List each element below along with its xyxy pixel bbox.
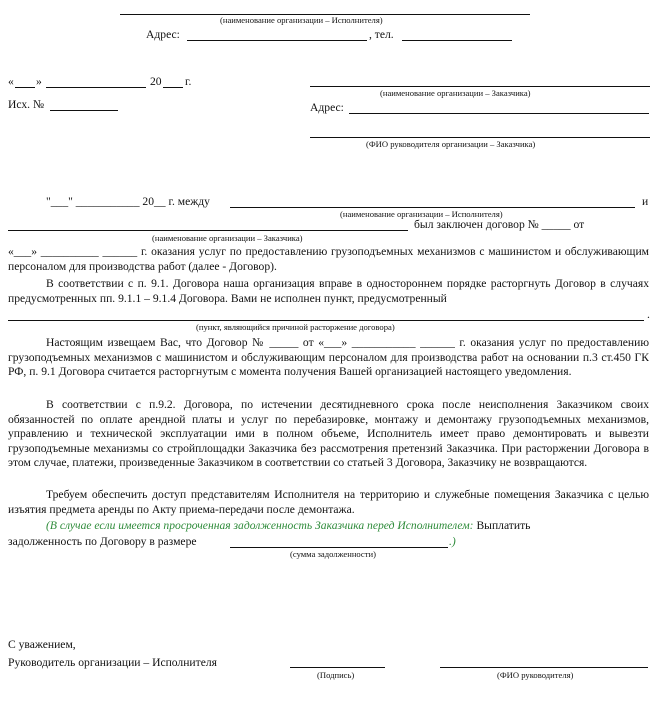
debt-amount-label: задолженность по Договору в размере — [8, 535, 197, 548]
debt-close: .) — [449, 535, 456, 548]
contract-paragraph-5: Требуем обеспечить доступ представителям Исполнителя на территорию и служебные помещения Заказчика с целью изъятия предмета аренды по Акту приема-передачи после демонтажа. — [8, 488, 649, 516]
debt-pay-word: Выплатить — [476, 519, 531, 532]
debt-amount-caption: (сумма задолженности) — [290, 549, 376, 559]
debt-paragraph-line1 — [46, 519, 649, 533]
debt-condition-note: (В случае если имеется просроченная задолженность Заказчика перед Исполнителем: — [46, 519, 474, 532]
executor-address-label: Адрес: — [146, 28, 180, 41]
customer-name-caption: (наименование организации – Заказчика) — [380, 88, 531, 98]
date-day-line — [15, 87, 35, 88]
signature-line — [290, 667, 385, 668]
signer-role: Руководитель организации – Исполнителя — [8, 656, 217, 669]
contract-paragraph-4: В соответствии с п.9.2. Договора, по истечении десятидневного срока после неисполнения Заказчиком своих обязанностей по оплате арендной платы и услуг по перебазировке, монтажу и демонтажу грузоподъемных механизмов, управлению и технической эксплуатации ими в полном объеме, Исполнитель имеет право демонтировать и вывезти грузоподъемные механизмы со стройплощадки Заказчика без рассмотрения претензий Заказчика. При расторжении Договора в этом случае, платежи, произведенные Заказчиком в соответствии со статьей 3 Договора, Заказчику не возвращаются. — [8, 398, 649, 470]
violated-clause-caption: (пункт, являющийся причиной расторжение договора) — [196, 322, 395, 332]
contract-executor-caption: (наименование организации – Исполнителя) — [340, 209, 503, 219]
signature-caption: (Подпись) — [317, 670, 355, 680]
contract-paragraph-2: В соответствии с п. 9.1. Договора наша организация вправе в одностороннем порядке расторгнуть Договор в случаях предусмотренных пп. 9.1.1 – 9.1.4 Договора. Вами не исполнен пункт, предусмотренный — [8, 277, 649, 305]
contract-paragraph-1: «___» __________ ______ г. оказания услуг по предоставлению грузоподъемных механизмов с машинистом и обслуживающим персоналом для производства работ (далее - Договор). — [8, 245, 649, 273]
contract-executor-line — [230, 207, 635, 208]
executor-caption: (наименование организации – Исполнителя) — [220, 15, 383, 25]
executor-phone-line — [402, 40, 512, 41]
customer-name-line — [310, 86, 650, 87]
contract-customer-caption: (наименование организации – Заказчика) — [152, 233, 303, 243]
contract-customer-line — [8, 230, 408, 231]
date-year-suffix: г. — [185, 75, 192, 88]
contract-concluded: был заключен договор № _____ от — [414, 218, 585, 231]
date-year: 20 — [150, 75, 162, 88]
executor-phone-label: , тел. — [369, 28, 394, 41]
executor-address-line — [187, 40, 367, 41]
debt-amount-line — [230, 547, 448, 548]
contract-date-prefix: "___" ___________ 20__ г. между — [46, 195, 210, 208]
customer-address-label: Адрес: — [310, 101, 344, 114]
customer-head-caption: (ФИО руководителя организации – Заказчика) — [366, 139, 536, 149]
customer-address-line — [349, 113, 649, 114]
regards-text: С уважением, — [8, 638, 76, 651]
contract-and: и — [642, 195, 649, 208]
date-quote-close: » — [36, 75, 42, 88]
violated-clause-line — [8, 320, 644, 321]
signer-name-line — [440, 667, 648, 668]
signer-name-caption: (ФИО руководителя) — [497, 670, 574, 680]
date-year-line — [163, 87, 183, 88]
contract-paragraph-3: Настоящим извещаем Вас, что Договор № _____ от «___» ___________ ______ г. оказания услуг по предоставлению грузоподъемных механизмов с машинистом и обслуживающим персоналом для производства работ на основании п.3 ст.450 ГК РФ, п. 9.1 Договора считается расторгнутым с момента получения Вашей организацией настоящего уведомления. — [8, 336, 649, 379]
customer-head-line — [310, 137, 650, 138]
outgoing-number-line — [50, 110, 118, 111]
date-quote-open: « — [8, 75, 14, 88]
violated-clause-end: . — [647, 308, 650, 321]
outgoing-label: Исх. № — [8, 98, 45, 111]
date-month-line — [46, 87, 146, 88]
